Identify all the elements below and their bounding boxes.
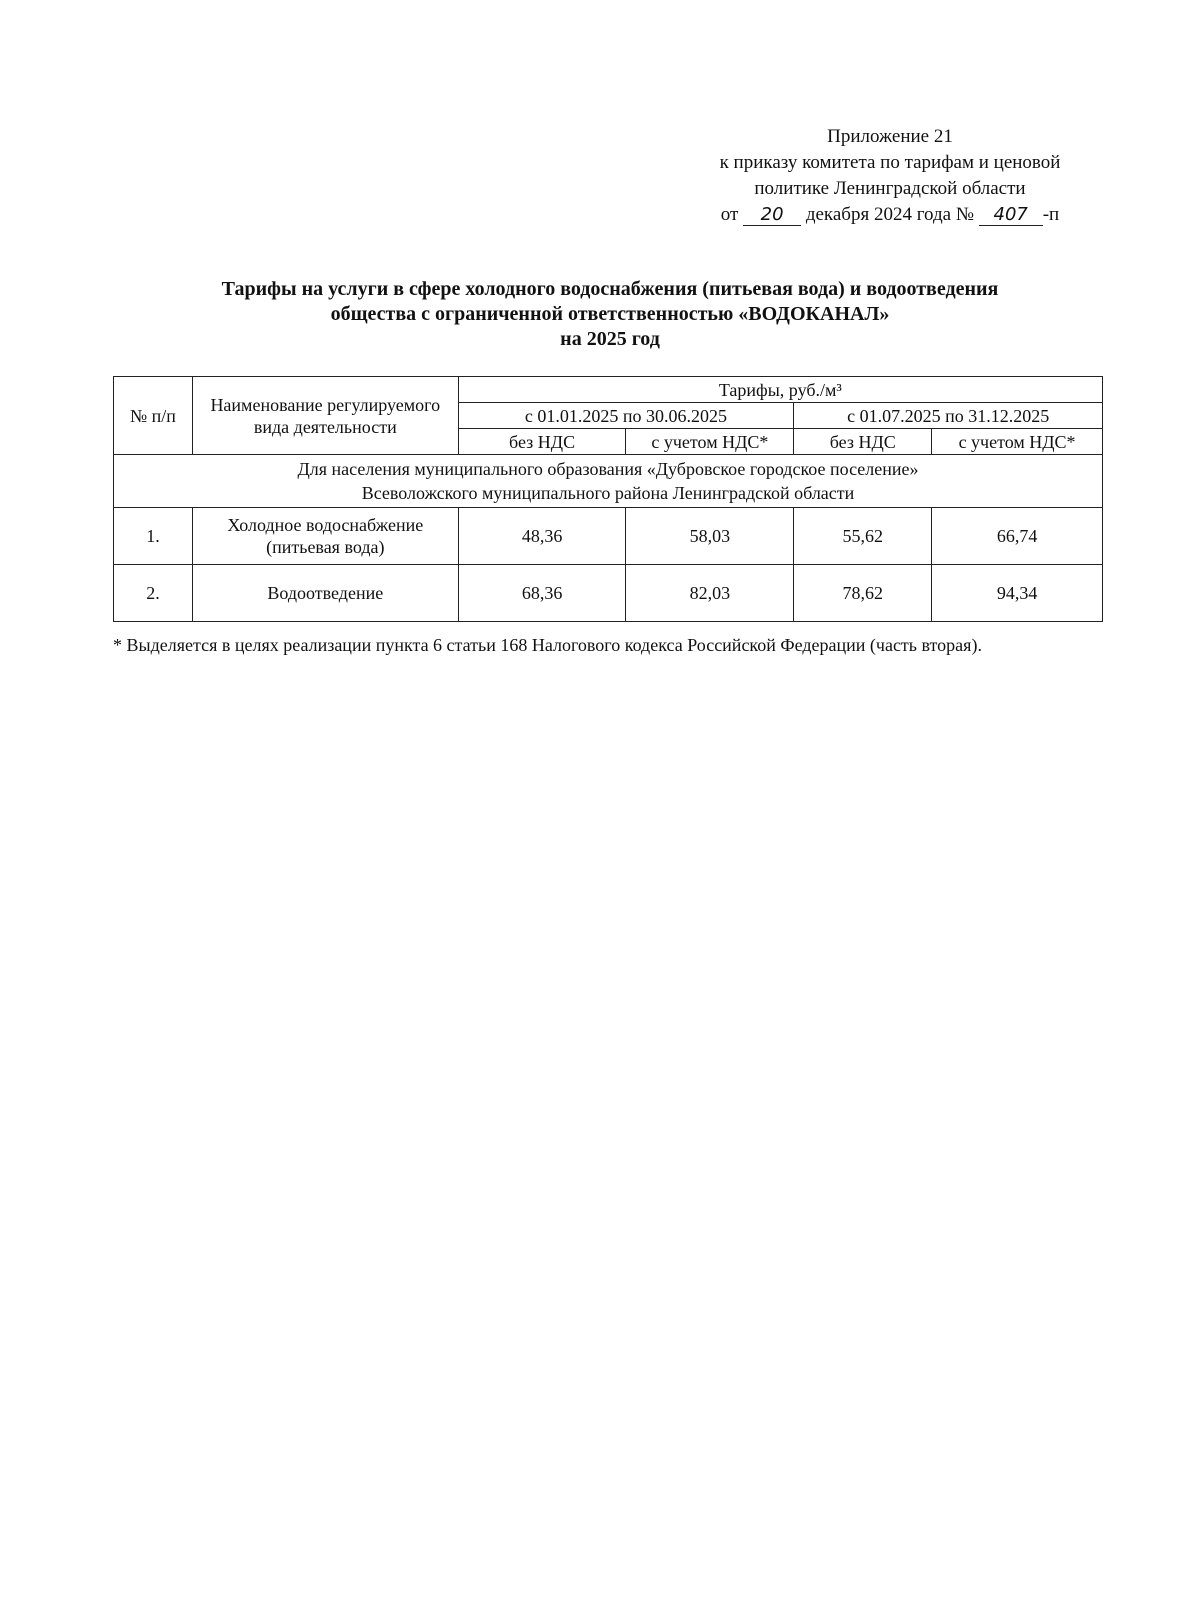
section-cell: [114, 455, 1103, 508]
header-p1-no-vat: без НДС: [458, 429, 626, 455]
title-line-3: на 2025 год: [560, 328, 660, 350]
table-header-row-1: [114, 377, 1103, 403]
header-tariffs: Тарифы, руб./м³: [458, 377, 1102, 403]
handwritten-day: 20: [743, 205, 801, 226]
table-row: [114, 508, 1103, 565]
header-p2-no-vat: без НДС: [794, 429, 932, 455]
header-period-2: с 01.07.2025 по 31.12.2025: [794, 403, 1103, 429]
row-p2-no-vat: 78,62: [794, 565, 932, 622]
appendix-date-line: [660, 202, 1120, 228]
date-middle: декабря 2024 года №: [805, 204, 974, 225]
section-line-1: Для населения муниципального образования «Дубровское городское поселение»: [297, 459, 919, 479]
row-p2-no-vat: 55,62: [794, 508, 932, 565]
handwritten-order-number: 407: [979, 205, 1043, 226]
section-line-2: Всеволожского муниципального района Ленинградской области: [361, 483, 855, 503]
row-p1-with-vat: 82,03: [626, 565, 794, 622]
row-p2-with-vat: 66,74: [932, 508, 1103, 565]
row-p1-no-vat: 48,36: [458, 508, 626, 565]
header-activity-name: Наименование регулируемого вида деятельности: [192, 377, 458, 455]
vat-footnote: * Выделяется в целях реализации пункта 6 статьи 168 Налогового кодекса Российской Федерации (часть вторая).: [113, 635, 982, 655]
date-prefix: от: [720, 204, 739, 225]
title-line-1: Тарифы на услуги в сфере холодного водоснабжения (питьевая вода) и водоотведения: [221, 278, 999, 300]
header-num: № п/п: [114, 377, 193, 455]
row-p1-no-vat: 68,36: [458, 565, 626, 622]
appendix-number: Приложение 21: [827, 126, 953, 147]
appendix-committee-line: политике Ленинградской области: [754, 178, 1026, 199]
appendix-header: [660, 124, 1120, 228]
tariffs-table: [113, 376, 1103, 622]
section-row: [114, 455, 1103, 508]
row-activity-name: Холодное водоснабжение (питьевая вода): [192, 508, 458, 565]
document-title: [110, 277, 1110, 352]
row-p1-with-vat: 58,03: [626, 508, 794, 565]
row-activity-name: Водоотведение: [192, 565, 458, 622]
row-num: 2.: [114, 565, 193, 622]
appendix-order-line: к приказу комитета по тарифам и ценовой: [719, 152, 1061, 173]
header-p2-with-vat: с учетом НДС*: [932, 429, 1103, 455]
row-p2-with-vat: 94,34: [932, 565, 1103, 622]
row-num: 1.: [114, 508, 193, 565]
title-line-2: общества с ограниченной ответственностью «ВОДОКАНАЛ»: [330, 303, 890, 325]
header-period-1: с 01.01.2025 по 30.06.2025: [458, 403, 794, 429]
header-p1-with-vat: с учетом НДС*: [626, 429, 794, 455]
number-suffix: -п: [1042, 204, 1060, 225]
table-row: [114, 565, 1103, 622]
